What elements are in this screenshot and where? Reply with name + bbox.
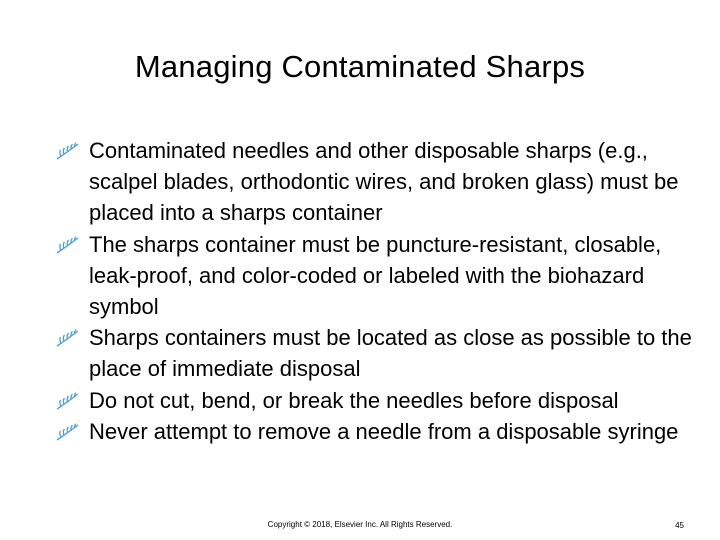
bullet-text: Do not cut, bend, or break the needles before disposal	[89, 387, 619, 413]
fern-leaf-icon	[56, 422, 80, 442]
bullet-item	[56, 416, 696, 447]
slide-footer	[0, 520, 720, 532]
bullet-item	[56, 229, 696, 323]
bullet-item	[56, 135, 696, 229]
fern-leaf-icon	[56, 141, 80, 161]
bullet-text: Never attempt to remove a needle from a disposable syringe	[89, 418, 679, 444]
bullet-list	[56, 135, 696, 447]
bullet-item	[56, 322, 696, 384]
slide-number: 45	[675, 521, 684, 530]
bullet-text: Sharps containers must be located as close as possible to the place of immediate disposal	[89, 325, 692, 382]
bullet-text: The sharps container must be puncture-resistant, closable, leak-proof, and color-coded or labeled with the biohazard symbol	[89, 231, 662, 320]
fern-leaf-icon	[56, 235, 80, 255]
slide-title: Managing Contaminated Sharps	[134, 49, 586, 84]
fern-leaf-icon	[56, 328, 80, 348]
bullet-item	[56, 385, 696, 416]
copyright-notice: Copyright © 2018, Elsevier Inc. All Rights Reserved.	[267, 520, 453, 529]
fern-leaf-icon	[56, 391, 80, 411]
bullet-text: Contaminated needles and other disposable sharps (e.g., scalpel blades, orthodontic wires, and broken glass) must be placed into a sharps container	[89, 138, 679, 226]
